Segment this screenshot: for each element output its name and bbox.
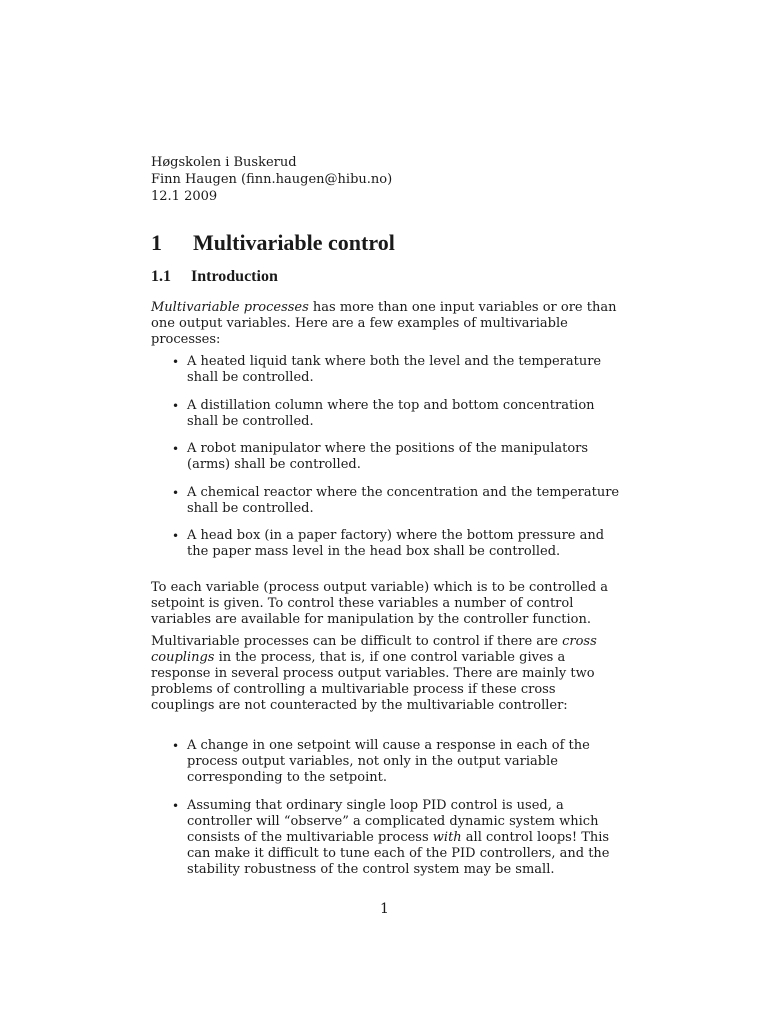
subsection-title: Introduction — [191, 268, 278, 285]
list-item — [151, 398, 621, 430]
bullet-icon: • — [172, 529, 180, 543]
list-item-emphasis: with — [432, 830, 462, 845]
bullet-icon: • — [172, 442, 180, 456]
list-item-text: A distillation column where the top and bottom concentration shall be controlled. — [187, 398, 595, 429]
intro-paragraph — [151, 300, 621, 348]
setpoint-paragraph — [151, 580, 621, 628]
list-item-text-start: Assuming that ordinary single loop PID control is used, a controller will “observe” a complicated dynamic system which consists of the multivariable process — [187, 798, 599, 845]
list-item — [151, 485, 621, 517]
cross-coupling-term: cross couplings — [151, 634, 597, 665]
cross-coupling-text-end: in the process, that is, if one control variable gives a response in several process output variables. There are mainly two problems of controlling a multivariable process if these cross couplings are not counteracted by the multivariable controller: — [151, 650, 595, 713]
list-item-text: A head box (in a paper factory) where the bottom pressure and the paper mass level in the head box shall be controlled. — [187, 528, 605, 559]
list-item — [151, 798, 621, 878]
document-header — [151, 154, 392, 205]
list-item-text: A change in one setpoint will cause a response in each of the process output variables, not only in the output variable corresponding to the setpoint. — [187, 738, 590, 785]
subsection-heading — [151, 268, 278, 286]
list-item-text: A robot manipulator where the positions of the manipulators (arms) shall be controlled. — [187, 441, 589, 472]
bullet-icon: • — [172, 355, 180, 369]
list-item-text-end: all control loops! This can make it difficult to tune each of the PID controllers, and the stability robustness of the control system may be small. — [187, 830, 610, 877]
subsection-number: 1.1 — [151, 268, 171, 285]
author-line: Finn Haugen (finn.haugen@hibu.no) — [151, 172, 393, 187]
cross-coupling-text-start: Multivariable processes can be difficult to control if there are — [151, 634, 563, 649]
bullet-icon: • — [172, 486, 180, 500]
page-number: 1 — [380, 901, 389, 917]
list-item — [151, 354, 621, 386]
bullet-icon: • — [172, 799, 180, 813]
bullet-icon: • — [172, 739, 180, 753]
bullet-icon: • — [172, 399, 180, 413]
list-item-text: A heated liquid tank where both the level and the temperature shall be controlled. — [187, 354, 602, 385]
list-item-text: A chemical reactor where the concentration and the temperature shall be controlled. — [187, 485, 620, 516]
document-date: 12.1 2009 — [151, 189, 218, 204]
setpoint-text: To each variable (process output variable) which is to be controlled a setpoint is given. To control these variables a number of control variables are available for manipulation by the controller function. — [151, 580, 609, 627]
section-number: 1 — [151, 230, 162, 255]
section-heading — [151, 230, 395, 256]
cross-coupling-paragraph — [151, 634, 621, 714]
intro-text: has more than one input variables or ore than one output variables. Here are a few examples of multivariable processes: — [151, 300, 617, 347]
list-item — [151, 441, 621, 473]
list-item — [151, 528, 621, 560]
section-title: Multivariable control — [193, 230, 395, 255]
intro-term: Multivariable processes — [151, 300, 309, 315]
list-item — [151, 738, 621, 786]
institution-name: Høgskolen i Buskerud — [151, 155, 297, 170]
